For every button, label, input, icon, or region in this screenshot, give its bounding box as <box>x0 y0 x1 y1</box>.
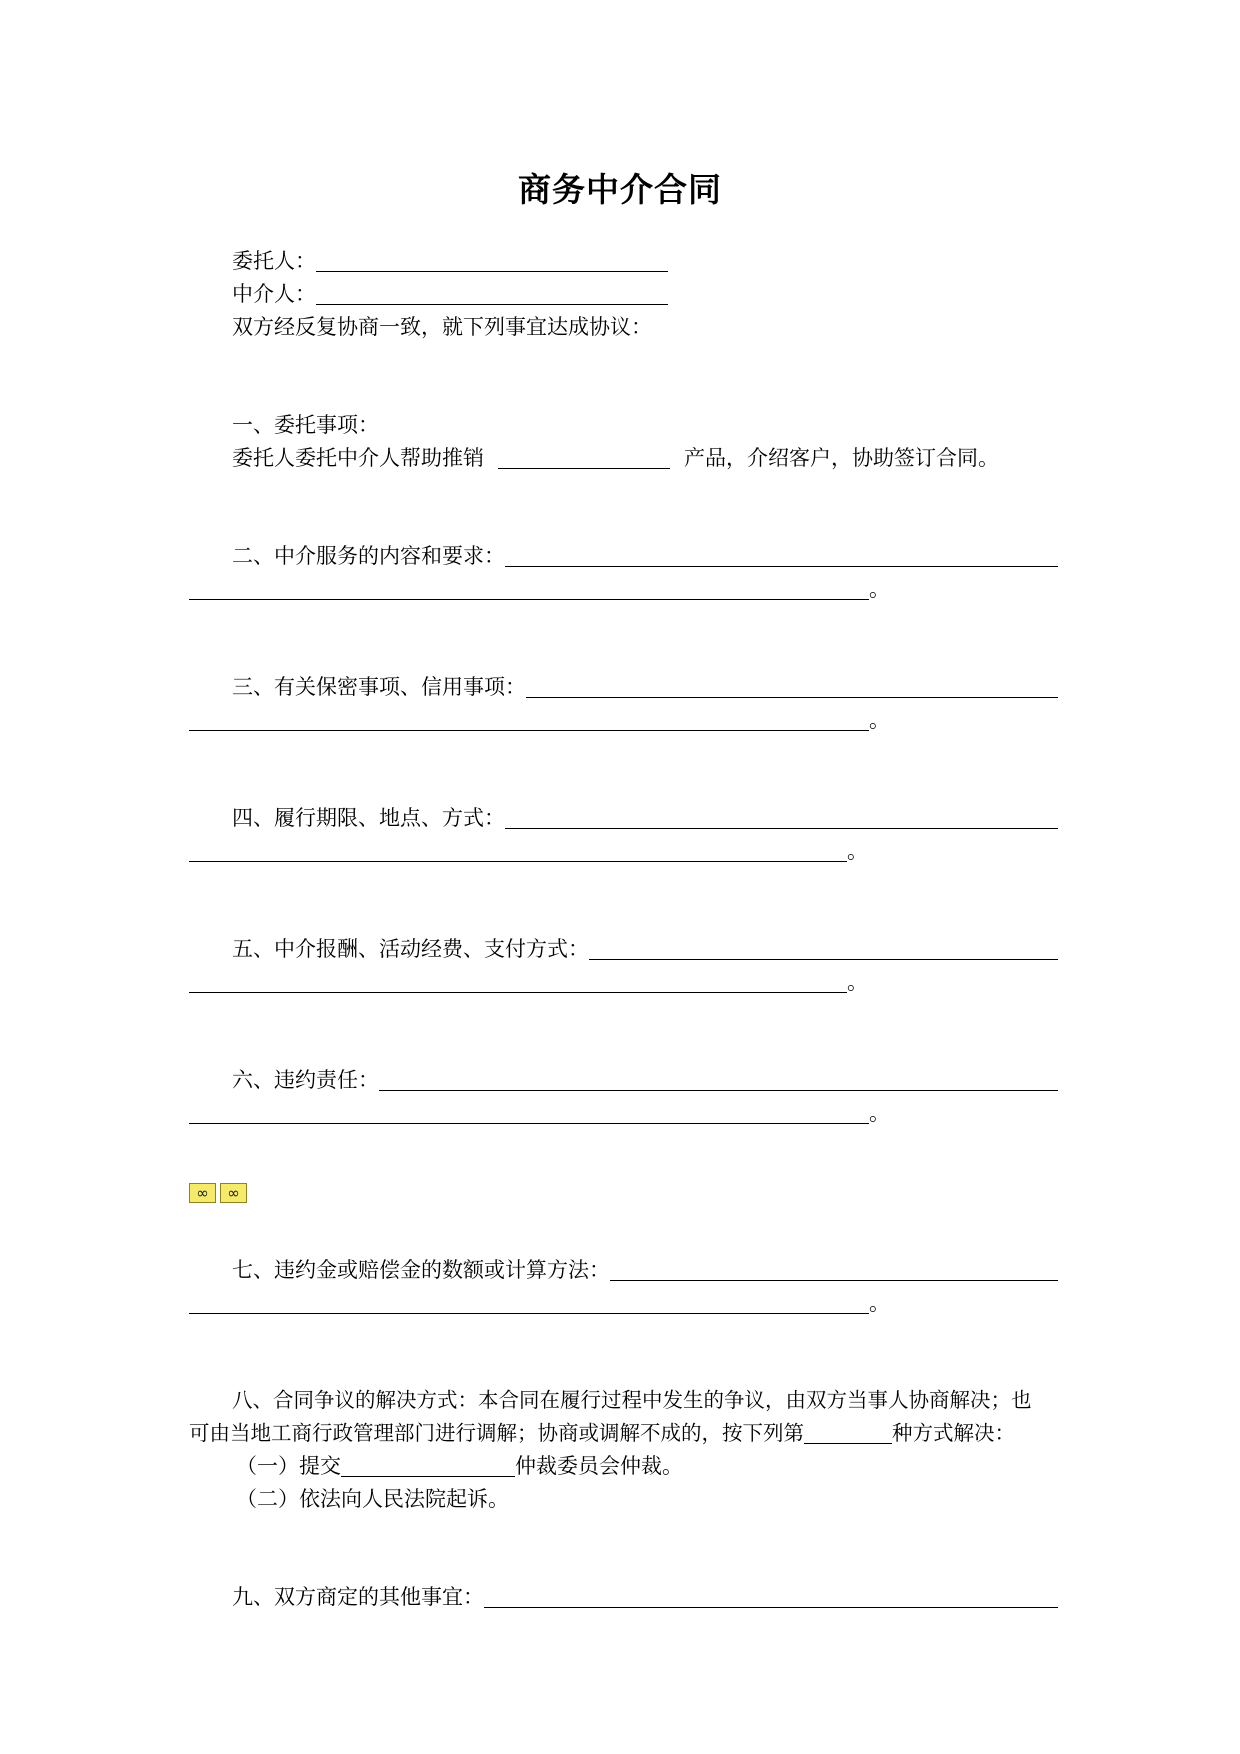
section-2-blank-1[interactable] <box>505 544 1058 567</box>
section-8-line-1: 八、合同争议的解决方式：本合同在履行过程中发生的争议，由双方当事人协商解决；也 <box>232 1388 1032 1412</box>
link-icon[interactable]: ∞ <box>220 1183 247 1203</box>
section-3-blank-2[interactable] <box>189 708 869 731</box>
section-8-line-2: 可由当地工商行政管理部门进行调解；协商或调解不成的，按下列第 种方式解决： <box>189 1421 1015 1445</box>
section-5-blank-1[interactable] <box>589 937 1058 960</box>
section-4-label: 四、履行期限、地点、方式： <box>232 806 505 830</box>
client-line <box>232 246 668 276</box>
section-2-blank-2[interactable] <box>189 577 869 600</box>
section-6-blank-1[interactable] <box>379 1068 1058 1091</box>
section-1-body <box>232 443 999 473</box>
section-6-blank-2[interactable] <box>189 1101 869 1124</box>
section-9-blank-1[interactable] <box>484 1585 1058 1608</box>
dispute-method-blank[interactable] <box>804 1421 892 1444</box>
section-6-label: 六、违约责任： <box>232 1068 379 1092</box>
section-7-line-1 <box>232 1255 1058 1285</box>
section-3-line-2: 。 <box>189 705 890 735</box>
document-title: 商务中介合同 <box>518 170 722 209</box>
client-blank[interactable] <box>316 249 668 272</box>
section-2-label: 二、中介服务的内容和要求： <box>232 544 505 568</box>
section-6-line-2: 。 <box>189 1098 890 1128</box>
section-6-line-1 <box>232 1065 1058 1095</box>
section-3-label: 三、有关保密事项、信用事项： <box>232 675 526 699</box>
section-7-blank-1[interactable] <box>610 1258 1058 1281</box>
section-8-option-1: （一）提交 仲裁委员会仲裁。 <box>236 1454 683 1478</box>
section-1-text-after: 产品，介绍客户，协助签订合同。 <box>684 446 999 470</box>
arbitration-committee-blank[interactable] <box>341 1454 515 1477</box>
section-3-blank-1[interactable] <box>526 675 1058 698</box>
section-1-text-before: 委托人委托中介人帮助推销 <box>232 446 484 470</box>
section-7-blank-2[interactable] <box>189 1291 869 1314</box>
section-4-blank-2[interactable] <box>189 839 847 862</box>
section-4-line-1 <box>232 803 1058 833</box>
client-label: 委托人： <box>232 249 316 273</box>
section-1-heading: 一、委托事项： <box>232 413 379 437</box>
section-2-line-1 <box>232 541 1058 571</box>
section-5-line-2: 。 <box>189 967 868 997</box>
section-5-label: 五、中介报酬、活动经费、支付方式： <box>232 937 589 961</box>
section-5-line-1 <box>232 934 1058 964</box>
agreement-intro: 双方经反复协商一致，就下列事宜达成协议： <box>232 315 652 339</box>
section-9-line-1 <box>232 1582 1058 1612</box>
section-8-option-2: （二）依法向人民法院起诉。 <box>236 1487 509 1511</box>
section-7-line-2: 。 <box>189 1288 890 1318</box>
section-4-line-2: 。 <box>189 836 868 866</box>
section-4-blank-1[interactable] <box>505 806 1058 829</box>
product-blank[interactable] <box>498 446 670 469</box>
section-3-line-1 <box>232 672 1058 702</box>
agent-blank[interactable] <box>316 282 668 305</box>
link-icon[interactable]: ∞ <box>189 1183 216 1203</box>
agent-line <box>232 279 668 309</box>
section-9-label: 九、双方商定的其他事宜： <box>232 1585 484 1609</box>
link-icons <box>189 1183 251 1205</box>
agent-label: 中介人： <box>232 282 316 306</box>
section-5-blank-2[interactable] <box>189 970 847 993</box>
section-2-line-2: 。 <box>189 574 890 604</box>
section-7-label: 七、违约金或赔偿金的数额或计算方法： <box>232 1258 610 1282</box>
